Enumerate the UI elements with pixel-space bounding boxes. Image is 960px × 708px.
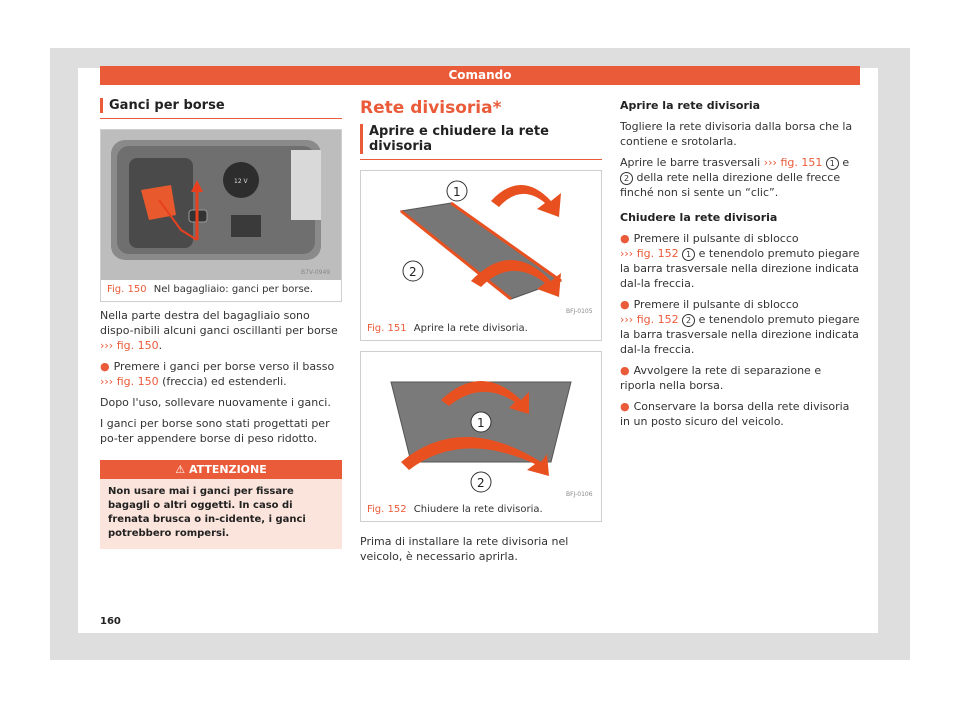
figure-150 — [100, 129, 342, 302]
figure-link[interactable]: ››› fig. 152 — [620, 313, 679, 326]
callout-number: 2 — [682, 314, 695, 327]
callout-2: 2 — [477, 476, 485, 490]
bullet-text: Premere il pulsante di sblocco — [633, 298, 799, 311]
bullet-icon: ● — [620, 364, 630, 377]
bullet-text: Premere i ganci per borse verso il basso — [113, 360, 335, 373]
bullet-item — [620, 363, 860, 393]
figure-caption-text: Chiudere la rete divisoria. — [413, 504, 543, 515]
page-number: 160 — [100, 616, 121, 627]
subsection-title: Aprire e chiudere la rete divisoria — [360, 124, 602, 154]
net-open-illustration — [361, 171, 601, 319]
warning-text: Non usare mai i ganci per fissare bagagli o altri oggetti. In caso di frenata brusca o in-cidente, i ganci potrebbero rompersi. — [108, 486, 306, 539]
bullet-icon: ● — [620, 298, 630, 311]
figure-number: Fig. 151 — [367, 323, 407, 334]
subsection-heading-wrap — [360, 124, 602, 160]
figure-link[interactable]: ››› fig. 150 — [100, 375, 159, 388]
paragraph: I ganci per borse sono stati progettati per po-ter appendere borse di peso ridotto. — [100, 417, 330, 445]
paragraph-text: Nella parte destra del bagagliaio sono dispo-nibili alcuni ganci oscillanti per borse — [100, 309, 338, 337]
paragraph: Dopo l'uso, sollevare nuovamente i ganci. — [100, 396, 331, 409]
paragraph-text: della rete nella direzione delle frecce finché non si sente un “clic”. — [620, 171, 841, 199]
figure-link[interactable]: ››› fig. 150 — [100, 339, 159, 352]
bullet-item — [100, 359, 342, 389]
column-instructions — [620, 98, 860, 435]
bullet-icon: ● — [620, 400, 630, 413]
instruction-heading: Aprire la rete divisoria — [620, 99, 761, 112]
paragraph: Togliere la rete divisoria dalla borsa che la contiene e srotolarla. — [620, 120, 853, 148]
warning-box — [100, 460, 342, 549]
figure-code: B7V-0949 — [301, 269, 331, 276]
bullet-item — [620, 297, 860, 357]
callout-1: 1 — [453, 185, 461, 199]
bullet-text: e tenendolo premuto piegare la barra trasversale nella direzione indicata dal-la freccia. — [620, 313, 860, 356]
column-ganci — [100, 98, 342, 549]
chapter-header: Comando — [100, 66, 860, 85]
callout-1: 1 — [477, 416, 485, 430]
bullet-icon: ● — [620, 232, 630, 245]
figure-caption-text: Nel bagagliaio: ganci per borse. — [153, 284, 313, 295]
section-title: Rete divisoria* — [360, 98, 502, 118]
paragraph — [100, 308, 342, 353]
figure-link[interactable]: ››› fig. 152 — [620, 247, 679, 260]
bullet-text: Premere il pulsante di sblocco — [633, 232, 799, 245]
callout-number: 1 — [682, 248, 695, 261]
net-close-illustration — [361, 352, 601, 500]
figure-number: Fig. 152 — [367, 504, 407, 515]
figure-caption — [101, 280, 341, 301]
figure-caption — [361, 319, 601, 340]
paragraph-text: Aprire le barre trasversali — [620, 156, 761, 169]
warning-header — [100, 460, 342, 479]
paragraph: Prima di installare la rete divisoria nel veicolo, è necessario aprirla. — [360, 535, 569, 563]
bullet-text: Avvolgere la rete di separazione e riporla nella borsa. — [620, 364, 822, 392]
callout-number: 1 — [826, 157, 839, 170]
bullet-text: Conservare la borsa della rete divisoria in un posto sicuro del veicolo. — [620, 400, 850, 428]
bullet-text-end: (freccia) ed estenderli. — [158, 375, 287, 388]
bullet-text: e tenendolo premuto piegare la barra trasversale nella direzione indicata dal-la freccia. — [620, 247, 860, 290]
figure-caption-text: Aprire la rete divisoria. — [413, 323, 528, 334]
column-rete — [360, 98, 602, 570]
section-title: Ganci per borse — [100, 98, 342, 113]
figure-caption — [361, 500, 601, 521]
paragraph-text: e — [842, 156, 850, 169]
paragraph — [620, 155, 860, 200]
figure-code: BFJ-0105 — [566, 308, 593, 315]
figure-152 — [360, 351, 602, 522]
warning-title: ATTENZIONE — [188, 463, 267, 476]
bullet-icon: ● — [100, 360, 110, 373]
figure-code: BFJ-0106 — [566, 491, 593, 498]
callout-number: 2 — [620, 172, 633, 185]
warning-icon: ⚠ — [175, 463, 189, 476]
bullet-item — [620, 231, 860, 291]
bullet-item — [620, 399, 860, 429]
socket-label: 12 V — [234, 178, 248, 185]
figure-number: Fig. 150 — [107, 284, 147, 295]
instruction-heading: Chiudere la rete divisoria — [620, 211, 778, 224]
bag-hook-illustration — [101, 130, 341, 280]
paragraph-end: . — [158, 339, 163, 352]
section-heading-wrap — [100, 98, 342, 119]
callout-2: 2 — [409, 265, 417, 279]
figure-link[interactable]: ››› fig. 151 — [763, 156, 823, 169]
figure-151 — [360, 170, 602, 341]
